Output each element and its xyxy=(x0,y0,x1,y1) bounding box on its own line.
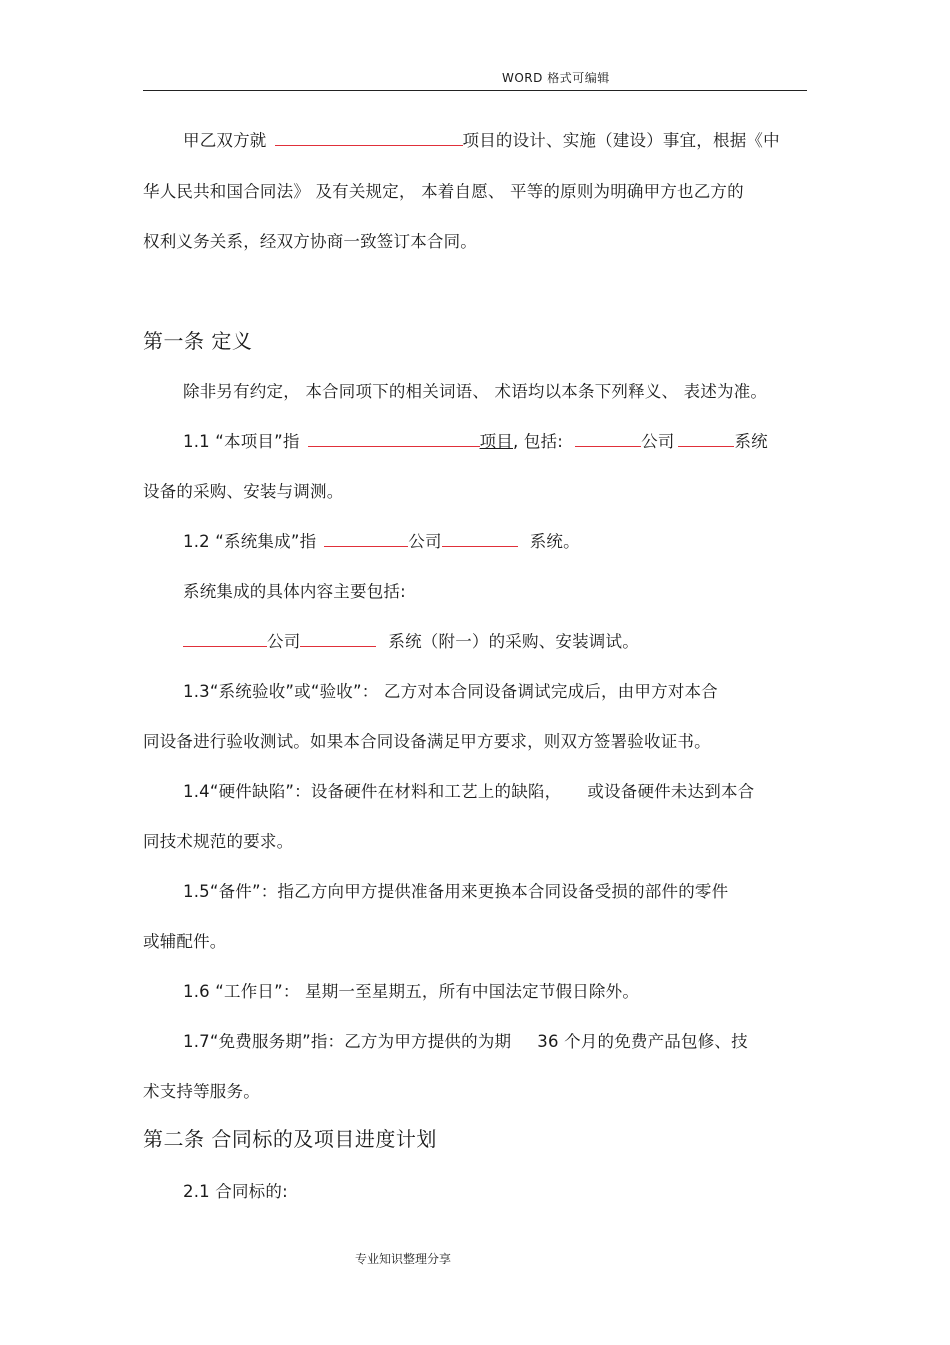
clause-1-4-line-2: 同技术规范的要求。 xyxy=(143,832,294,851)
clause-1-2b-system-text: 系统（附一）的采购、安装调试。 xyxy=(388,632,639,651)
clause-1-2-content-intro: 系统集成的具体内容主要包括: xyxy=(183,582,406,601)
clause-1-7-line-1 xyxy=(183,1030,807,1054)
clause-1-1-include: , 包括: xyxy=(513,432,564,451)
clause-1-2-line xyxy=(183,530,807,554)
clause-1-7-text-a: 1.7“免费服务期”指：乙方为甲方提供的为期 xyxy=(183,1032,512,1051)
article-1-heading: 第一条 定义 xyxy=(143,329,253,353)
clause-1-2-company-blank[interactable] xyxy=(324,530,408,547)
clause-1-3-line-2: 同设备进行验收测试。如果本合同设备满足甲方要求，则双方签署验收证书。 xyxy=(143,732,711,751)
clause-1-1-company-blank[interactable] xyxy=(575,430,641,447)
clause-1-1-project-blank[interactable] xyxy=(308,430,480,447)
clause-2-1-line: 2.1 合同标的: xyxy=(183,1182,288,1201)
clause-1-1-line-2: 设备的采购、安装与调测。 xyxy=(143,482,344,501)
page-header-title: WORD 格式可编辑 xyxy=(502,71,610,85)
project-name-blank[interactable] xyxy=(275,129,463,146)
clause-1-2-label: 1.2 “系统集成”指 xyxy=(183,532,317,551)
clause-1-2-system-word: 系统。 xyxy=(529,532,580,551)
clause-1-2-system-blank[interactable] xyxy=(442,530,518,547)
clause-1-7-text-b: 36 个月的免费产品包修、技 xyxy=(537,1032,748,1051)
clause-1-2b-company-blank[interactable] xyxy=(183,630,267,647)
intro-text-b: 项目的设计、实施（建设）事宜，根据《中 xyxy=(462,131,780,150)
clause-1-2-content-line xyxy=(183,630,807,654)
clause-1-4-text-b: 或设备硬件未达到本合 xyxy=(587,782,755,801)
clause-1-1-system-word: 系统 xyxy=(734,432,768,451)
clause-1-1-system-blank[interactable] xyxy=(678,430,734,447)
intro-text-a: 甲乙双方就 xyxy=(183,131,267,150)
clause-1-1-label: 1.1 “本项目”指 xyxy=(183,432,300,451)
clause-1-1-line-1 xyxy=(183,430,807,454)
clause-1-3-line-1: 1.3“系统验收”或“验收”： 乙方对本合同设备调试完成后，由甲方对本合 xyxy=(183,682,718,701)
clause-1-5-line-2: 或辅配件。 xyxy=(143,932,227,951)
header-divider xyxy=(143,90,807,91)
article-2-heading: 第二条 合同标的及项目进度计划 xyxy=(143,1127,437,1151)
intro-line-1 xyxy=(183,129,807,153)
clause-1-5-line-1: 1.5“备件”：指乙方向甲方提供准备用来更换本合同设备受损的部件的零件 xyxy=(183,882,729,901)
clause-1-4-line-1 xyxy=(183,780,807,804)
clause-1-6-line: 1.6 “工作日”： 星期一至星期五，所有中国法定节假日除外。 xyxy=(183,982,640,1001)
clause-1-7-line-2: 术支持等服务。 xyxy=(143,1082,260,1101)
clause-1-2b-company-word: 公司 xyxy=(267,632,301,651)
clause-1-2b-system-blank[interactable] xyxy=(300,630,376,647)
article-1-intro: 除非另有约定， 本合同项下的相关词语、 术语均以本条下列释义、 表述为准。 xyxy=(183,382,768,401)
clause-1-1-project-word: 项目 xyxy=(479,432,513,451)
page-footer: 专业知识整理分享 xyxy=(355,1252,452,1266)
clause-1-2-company-word: 公司 xyxy=(408,532,442,551)
intro-line-3: 权利义务关系，经双方协商一致签订本合同。 xyxy=(143,232,477,251)
clause-1-1-company-word: 公司 xyxy=(641,432,675,451)
clause-1-4-text-a: 1.4“硬件缺陷”：设备硬件在材料和工艺上的缺陷， xyxy=(183,782,562,801)
intro-line-2: 华人民共和国合同法》 及有关规定， 本着自愿、 平等的原则为明确甲方也乙方的 xyxy=(143,182,744,201)
